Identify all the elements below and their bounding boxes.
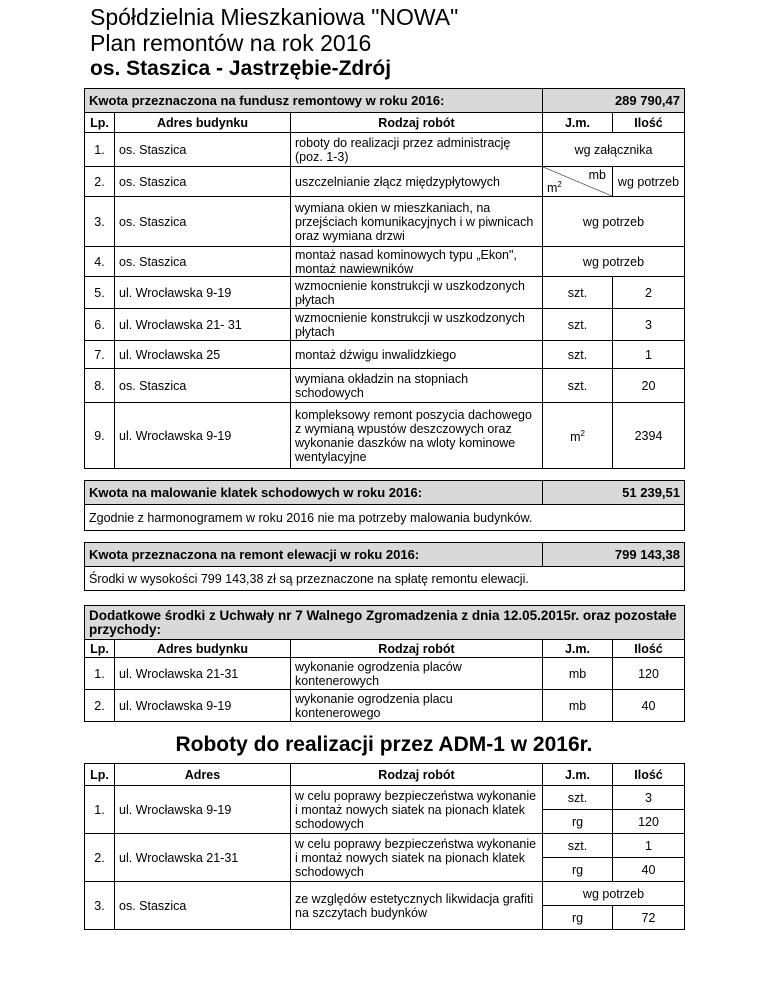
- painting-table: [84, 480, 685, 531]
- unit-diagonal-cell: mb $m^2$: [543, 167, 613, 197]
- facade-label: Kwota przeznaczona na remont elewacji w roku 2016:: [85, 543, 543, 567]
- extra-label: Dodatkowe środki z Uchwały nr 7 Walnego Zgromadzenia z dnia 12.05.2015r. oraz pozostałe przychody:: [85, 606, 685, 640]
- table-row: 8. os. Staszica wymiana okładzin na stopniach schodowych szt. 20: [85, 369, 685, 403]
- table-row: 2. ul. Wrocławska 9-19 wykonanie ogrodzenia placu kontenerowego mb 40: [85, 690, 685, 722]
- fund-table: [84, 88, 685, 469]
- col-qty: Ilość: [613, 113, 685, 133]
- table-row: 2. os. Staszica uszczelnianie złącz międzypłytowych mb $m^2$ wg potrzeb: [85, 167, 685, 197]
- table-row: 9. ul. Wrocławska 9-19 kompleksowy remont poszycia dachowego z wymianą wpustów deszczowych oraz wykonanie daszków na wloty kominowe wentylacyjne $m^2$ 2394: [85, 403, 685, 469]
- adm-table: Lp. Adres Rodzaj robót J.m. Ilość 1. ul. Wrocławska 9-19 w celu poprawy bezpieczeństwa wykonanie i montaż nowych siatek na pionach klatek schodowych szt. 3 rg 120 2. ul. Wrocławska 21-31 w celu poprawy bezpieczeństwa wykonanie i montaż nowych siatek na pionach klatek schodowych szt. 1 rg 40 3. os. Staszica ze względów estetycznych likwidacja grafiti na szczytach budynków wg potrzeb rg 72: [84, 763, 685, 930]
- plan-title: Plan remontów na rok 2016: [90, 30, 372, 56]
- fund-label: Kwota przeznaczona na fundusz remontowy w roku 2016:: [85, 89, 543, 113]
- col-work: Rodzaj robót: [291, 113, 543, 133]
- col-lp: Lp.: [85, 113, 115, 133]
- painting-note: Zgodnie z harmonogramem w roku 2016 nie ma potrzeby malowania budynków.: [85, 505, 685, 531]
- table-row: 1. os. Staszica roboty do realizacji przez administrację (poz. 1-3) wg załącznika: [85, 133, 685, 167]
- facade-table: [84, 542, 685, 591]
- table-row: 3. os. Staszica ze względów estetycznych likwidacja grafiti na szczytach budynków wg potrzeb: [85, 882, 685, 906]
- table-row: 6. ul. Wrocławska 21- 31 wzmocnienie konstrukcji w uszkodzonych płytach szt. 3: [85, 309, 685, 341]
- painting-label: Kwota na malowanie klatek schodowych w roku 2016:: [85, 481, 543, 505]
- facade-amount: 799 143,38: [543, 543, 685, 567]
- table-row: 3. os. Staszica wymiana okien w mieszkaniach, na przejściach komunikacyjnych i w piwnicach oraz wymiana drzwi wg potrzeb: [85, 197, 685, 247]
- cooperative-name: Spółdzielnia Mieszkaniowa "NOWA": [90, 4, 459, 30]
- table-row: 2. ul. Wrocławska 21-31 w celu poprawy bezpieczeństwa wykonanie i montaż nowych siatek na pionach klatek schodowych szt. 1: [85, 834, 685, 858]
- table-row: 1. ul. Wrocławska 9-19 w celu poprawy bezpieczeństwa wykonanie i montaż nowych siatek na pionach klatek schodowych szt. 3: [85, 786, 685, 810]
- document-title: [90, 4, 458, 56]
- facade-note: Środki w wysokości 799 143,38 zł są przeznaczone na spłatę remontu elewacji.: [85, 567, 685, 591]
- table-row: 5. ul. Wrocławska 9-19 wzmocnienie konstrukcji w uszkodzonych płytach szt. 2: [85, 277, 685, 309]
- extra-table: Dodatkowe środki z Uchwały nr 7 Walnego Zgromadzenia z dnia 12.05.2015r. oraz pozostałe przychody: Lp. Adres budynku Rodzaj robót J.m. Ilość 1. ul. Wrocławska 21-31 wykonanie ogrodzenia placów kontenerowych mb 120 2. ul. Wrocławska 9-19 wykonanie ogrodzenia placu kontenerowego mb 40: [84, 605, 685, 722]
- table-row: 1. ul. Wrocławska 21-31 wykonanie ogrodzenia placów kontenerowych mb 120: [85, 658, 685, 690]
- table-row: 4. os. Staszica montaż nasad kominowych typu „Ekon", montaż nawiewników wg potrzeb: [85, 247, 685, 277]
- adm-title: Roboty do realizacji przez ADM-1 w 2016r.: [175, 733, 593, 756]
- table-row: 7. ul. Wrocławska 25 montaż dźwigu inwalidzkiego szt. 1: [85, 341, 685, 369]
- location-title: os. Staszica - Jastrzębie-Zdrój: [90, 57, 392, 80]
- col-address: Adres budynku: [115, 113, 291, 133]
- fund-amount: 289 790,47: [543, 89, 685, 113]
- painting-amount: 51 239,51: [543, 481, 685, 505]
- col-unit: J.m.: [543, 113, 613, 133]
